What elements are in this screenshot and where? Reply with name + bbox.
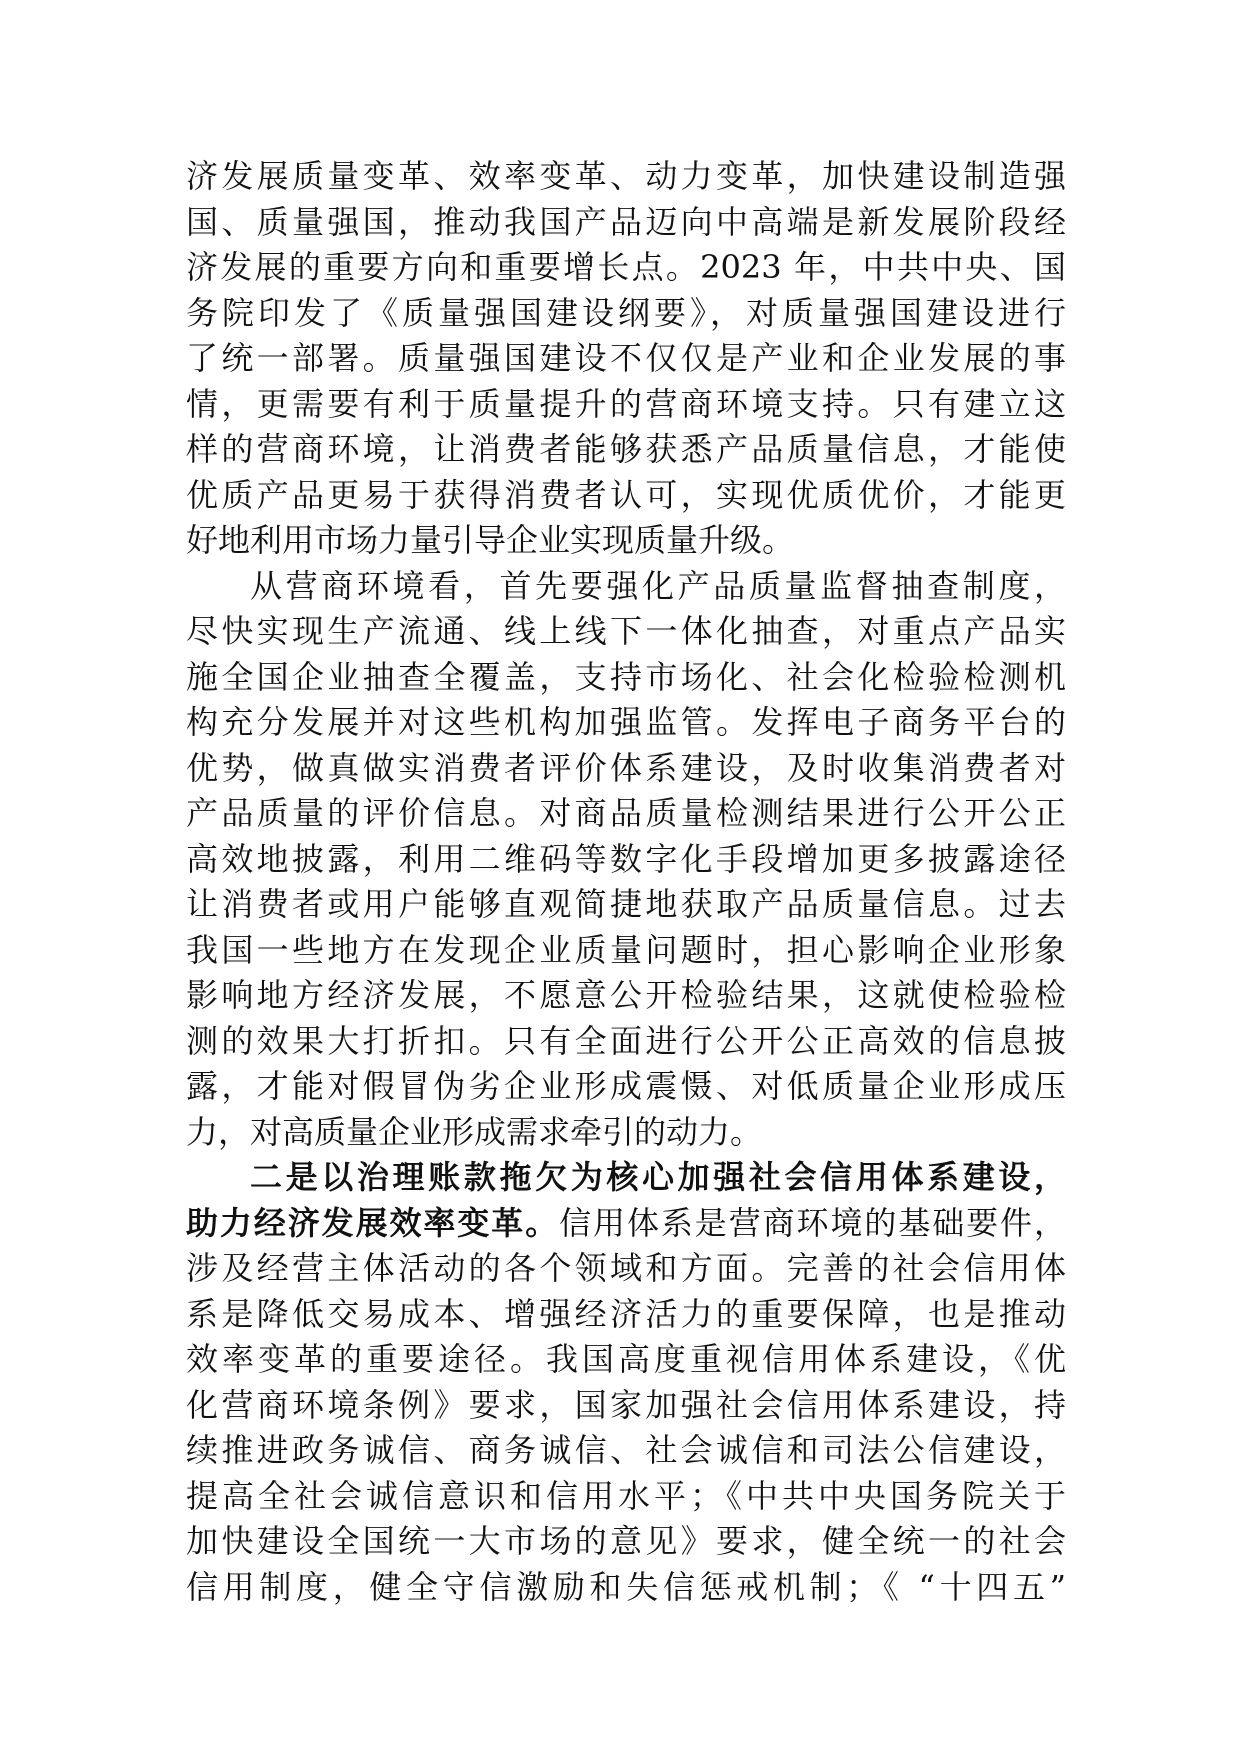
text-line: 力，对高质量企业形成需求牵引的动力。 — [186, 1112, 763, 1151]
text-line: 施全国企业抽查全覆盖，支持市场化、社会化检验检测机 — [186, 657, 1066, 696]
document-page — [186, 154, 1066, 1610]
text-line: 好地利用市场力量引导企业实现质量升级。 — [186, 521, 795, 559]
text-line: 系是降低交易成本、增强经济活力的重要保障，也是推动 — [186, 1294, 1066, 1333]
text-line: 情，更需要有利于质量提升的营商环境支持。只有建立这 — [186, 384, 1066, 423]
paragraph-2 — [186, 564, 1066, 1156]
text-line: 样的营商环境，让消费者能够获悉产品质量信息，才能使 — [186, 430, 1066, 468]
text-line: 续推进政务诚信、商务诚信、社会诚信和司法公信建设， — [186, 1431, 1066, 1469]
text-line: 构充分发展并对这些机构加强监管。发挥电子商务平台的 — [186, 703, 1066, 741]
text-line-rest: 信用体系是营商环境的基础要件， — [559, 1203, 1066, 1242]
text-line: 效率变革的重要途径。我国高度重视信用体系建设，《优 — [186, 1340, 1066, 1378]
text-line: 露，才能对假冒伪劣企业形成震慑、对低质量企业形成压 — [186, 1067, 1066, 1105]
paragraph-3 — [186, 1155, 1066, 1610]
text-line: 信用制度，健全守信激励和失信惩戒机制；《 “十四五” — [186, 1567, 1066, 1606]
text-line: 化营商环境条例》要求，国家加强社会信用体系建设，持 — [186, 1385, 1066, 1424]
text-line: 国、质量强国，推动我国产品迈向中高端是新发展阶段经 — [186, 202, 1066, 241]
text-line: 尽快实现生产流通、线上线下一体化抽查，对重点产品实 — [186, 612, 1066, 650]
section-heading: 二是以治理账款拖欠为核心加强社会信用体系建设， — [250, 1158, 1066, 1196]
text-line: 提高全社会诚信意识和信用水平；《中共中央国务院关于 — [186, 1476, 1066, 1515]
text-line: 济发展质量变革、效率变革、动力变革，加快建设制造强 — [186, 157, 1066, 195]
text-line: 优势，做真做实消费者评价体系建设，及时收集消费者对 — [186, 748, 1066, 787]
text-line: 让消费者或用户能够直观简捷地获取产品质量信息。过去 — [186, 885, 1066, 923]
text-line: 济发展的重要方向和重要增长点。2023 年，中共中央、国 — [186, 248, 1066, 286]
text-line: 优质产品更易于获得消费者认可，实现优质优价，才能更 — [186, 475, 1066, 514]
section-heading-continuation: 助力经济发展效率变革。 — [186, 1203, 560, 1242]
text-line: 了统一部署。质量强国建设不仅仅是产业和企业发展的事 — [186, 339, 1066, 377]
text-line: 加快建设全国统一大市场的意见》要求，健全统一的社会 — [186, 1522, 1066, 1560]
text-line: 我国一些地方在发现企业质量问题时，担心影响企业形象 — [186, 930, 1066, 969]
paragraph-1 — [186, 154, 1066, 564]
text-line — [186, 1201, 1066, 1247]
text-line: 影响地方经济发展，不愿意公开检验结果，这就使检验检 — [186, 976, 1066, 1014]
text-line: 从营商环境看，首先要强化产品质量监督抽查制度， — [250, 566, 1066, 605]
text-line: 产品质量的评价信息。对商品质量检测结果进行公开公正 — [186, 794, 1066, 832]
text-line: 测的效果大打折扣。只有全面进行公开公正高效的信息披 — [186, 1021, 1066, 1060]
text-line: 涉及经营主体活动的各个领域和方面。完善的社会信用体 — [186, 1249, 1066, 1287]
text-line: 务院印发了《质量强国建设纲要》，对质量强国建设进行 — [186, 293, 1066, 332]
text-line: 高效地披露，利用二维码等数字化手段增加更多披露途径 — [186, 839, 1066, 878]
